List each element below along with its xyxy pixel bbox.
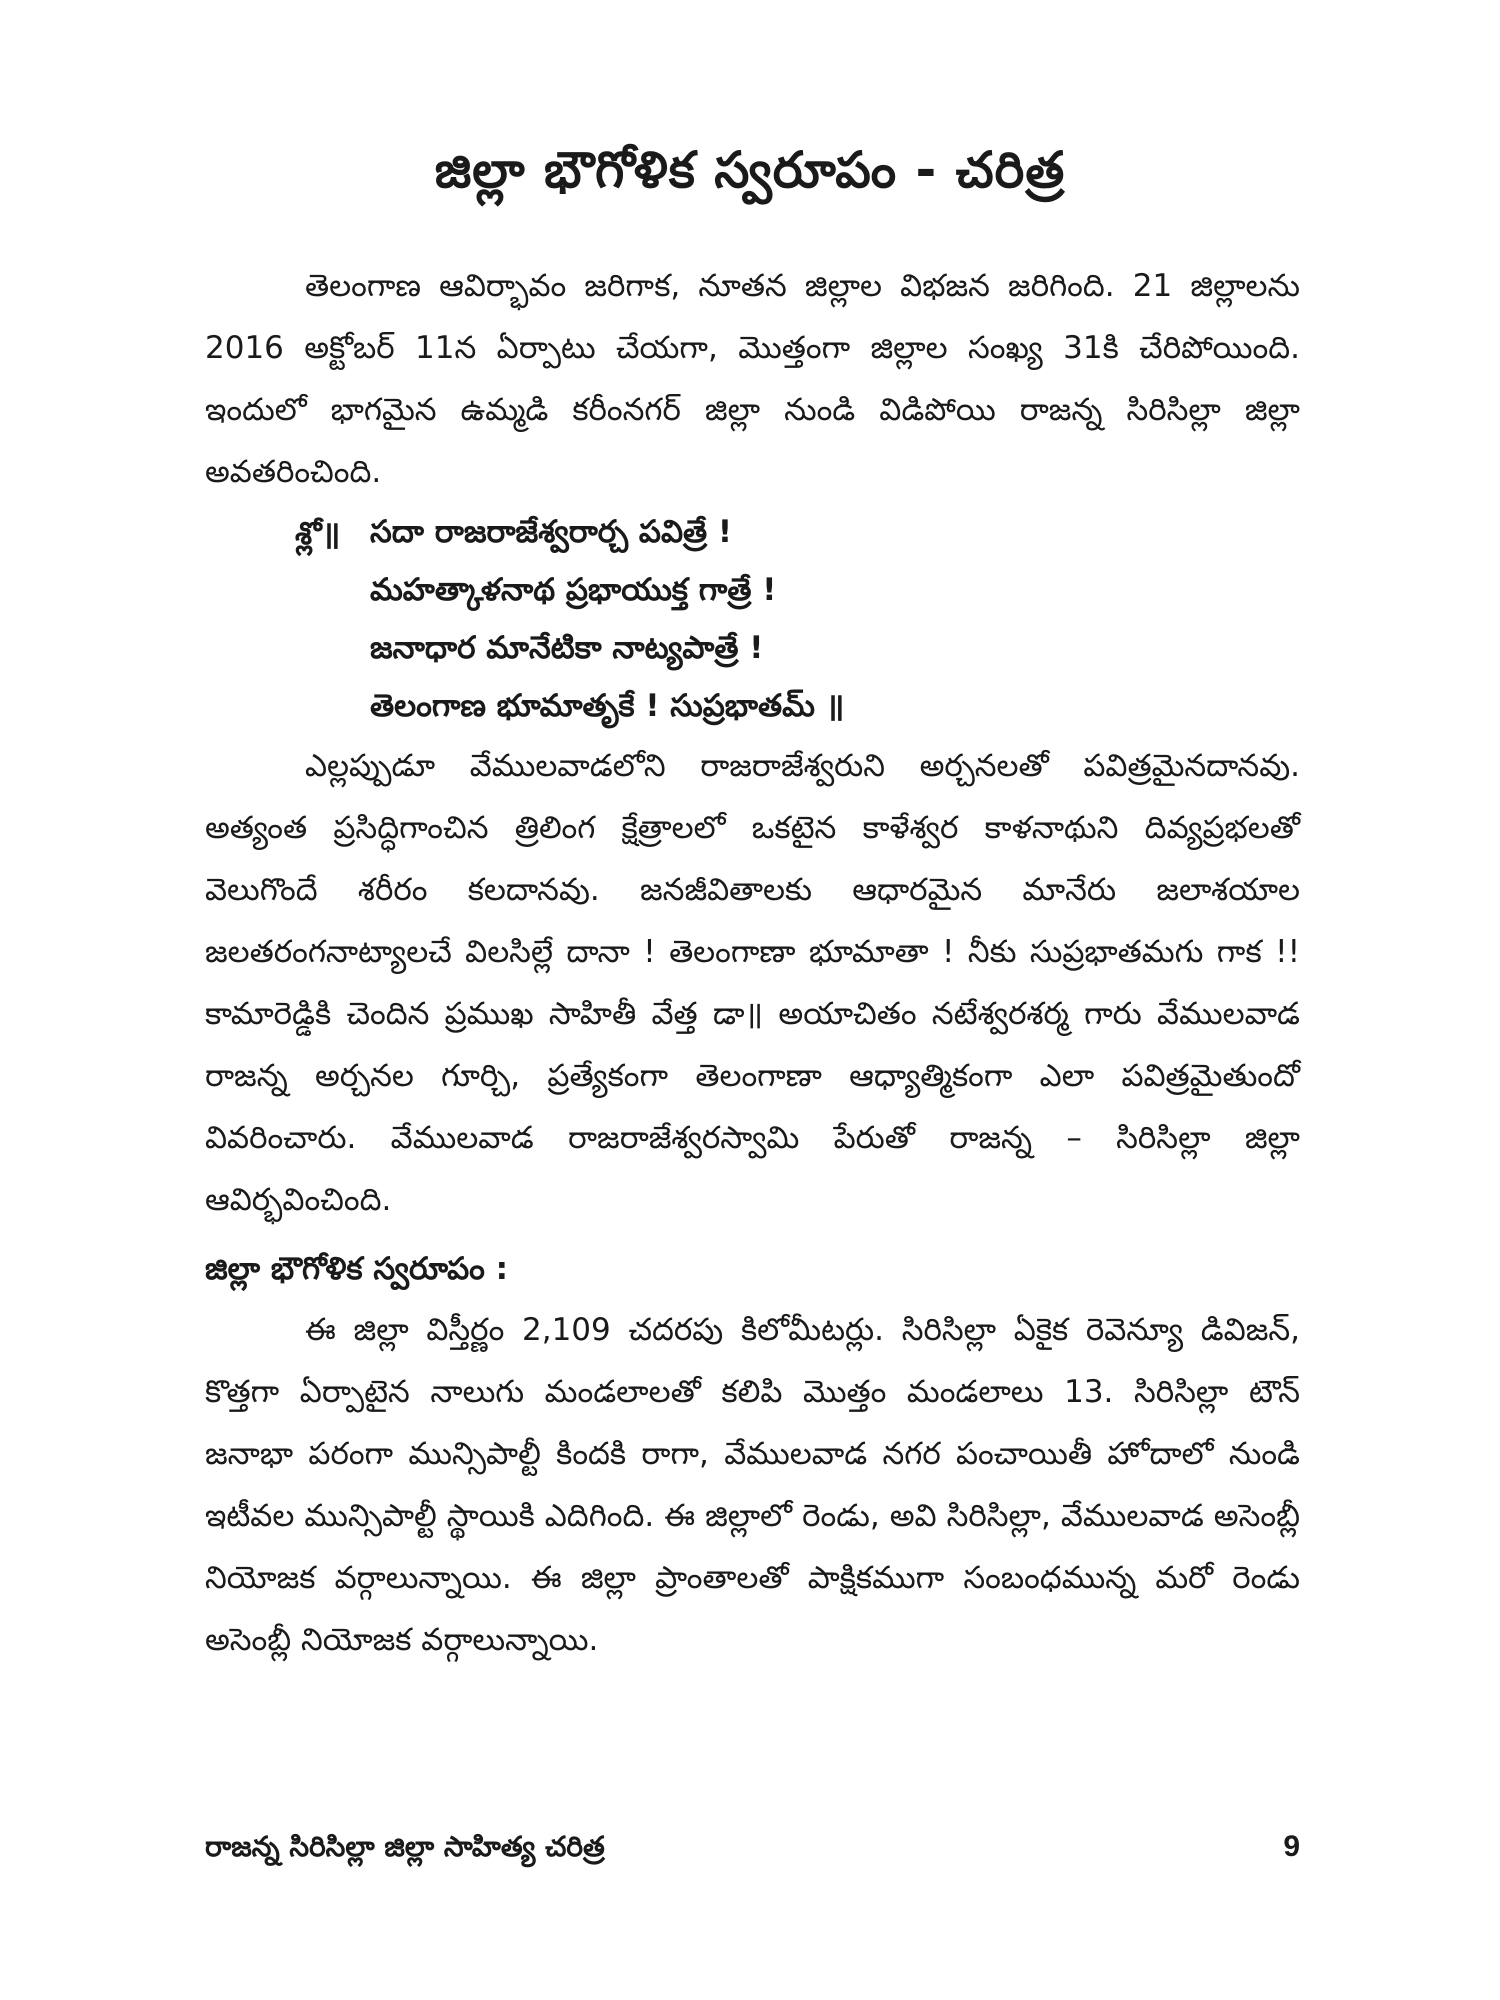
sloka-explanation-paragraph: ఎల్లప్పుడూ వేములవాడలోని రాజరాజేశ్వరుని అర్చనలతో పవిత్రమైనదానవు. అత్యంత ప్రసిద్ధిగాంచిన త్రిలింగ క్షేత్రాలలో ఒకటైన కాళేశ్వర కాళనాథుని దివ్యప్రభలతో వెలుగొందే శరీరం కలదానవు. జనజీవితాలకు ఆధారమైన మానేరు జలాశయాల జలతరంగనాట్యాలచే విలసిల్లే దానా ! తెలంగాణా భూమాతా ! నీకు సుప్రభాతమగు గాక !! కామారెడ్డికి చెందిన ప్రముఖ సాహితీ వేత్త డా॥ అయాచితం నటేశ్వరశర్మ గారు వేములవాడ రాజన్న అర్చనల గూర్చి, ప్రత్యేకంగా తెలంగాణా ఆధ్యాత్మికంగా ఎలా పవిత్రమైతుందో వివరించారు. వేములవాడ రాజరాజేశ్వరస్వామి పేరుతో రాజన్న – సిరిసిల్లా జిల్లా ఆవిర్భవించింది. [205, 748, 1300, 1218]
geography-paragraph: ఈ జిల్లా విస్తీర్ణం 2,109 చదరపు కిలోమీటర్లు. సిరిసిల్లా ఏకైక రెవెన్యూ డివిజన్, కొత్తగా ఏర్పాటైన నాలుగు మండలాలతో కలిపి మొత్తం మండలాలు 13. సిరిసిల్లా టౌన్ జనాభా పరంగా మున్సిపాల్టీ కిందకి రాగా, వేములవాడ నగర పంచాయితీ హోదాలో నుండి ఇటీవల మున్సిపాల్టీ స్థాయికి ఎదిగింది. ఈ జిల్లాలో రెండు, అవి సిరిసిల్లా, వేములవాడ అసెంబ్లీ నియోజక వర్గాలున్నాయి. ఈ జిల్లా ప్రాంతాలతో పాక్షికముగా సంబంధమున్న మరో రెండు అసెంబ్లీ నియోజక వర్గాలున్నాయి. [205, 1312, 1300, 1658]
intro-paragraph: తెలంగాణ ఆవిర్భావం జరిగాక, నూతన జిల్లాల విభజన జరిగింది. 21 జిల్లాలను 2016 అక్టోబర్ 11న ఏర్పాటు చేయగా, మొత్తంగా జిల్లాల సంఖ్య 31కి చేరిపోయింది. ఇందులో భాగమైన ఉమ్మడి కరీంనగర్ జిల్లా నుండి విడిపోయి రాజన్న సిరిసిల్లా జిల్లా అవతరించింది. [205, 268, 1300, 490]
body-text [205, 255, 1300, 1671]
page-title: జిల్లా భౌగోళిక స్వరూపం - చరిత్ర [434, 141, 1066, 199]
section-heading: జిల్లా భౌగోళిక స్వరూపం : [205, 1251, 509, 1287]
sloka-marker: శ్లో॥ [295, 516, 341, 552]
sloka-line: మహత్కాళనాథ ప్రభాయుక్త గాత్రే ! [370, 572, 777, 608]
page-footer [205, 1830, 1300, 1870]
sloka-verse [205, 503, 1300, 735]
footer-book-title: రాజన్న సిరిసిల్లా జిల్లా సాహిత్య చరిత్ర [205, 1830, 605, 1863]
sloka-line: తెలంగాణ భూమాతృకే ! సుప్రభాతమ్ ॥ [370, 688, 845, 724]
sloka-lines [370, 503, 1300, 735]
sloka-line: సదా రాజరాజేశ్వరార్చ పవిత్రే ! [370, 514, 733, 550]
page-number: 9 [1283, 1830, 1300, 1863]
sloka-line: జనాధార మానేటికా నాట్యపాత్రే ! [370, 630, 764, 666]
